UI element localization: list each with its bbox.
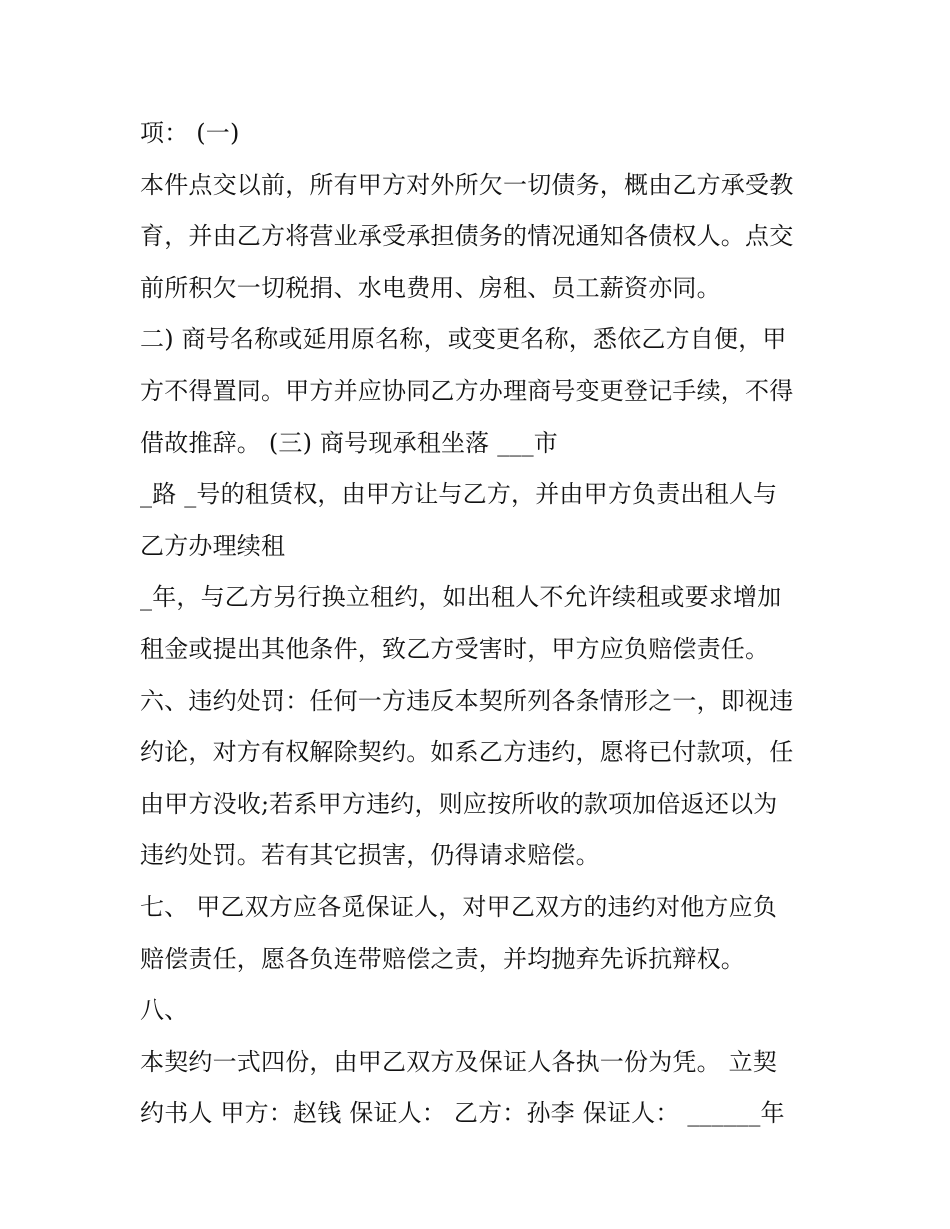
text-line: 约书人 甲方：赵钱 保证人： 乙方：孙李 保证人： ______年 (140, 1099, 785, 1128)
text-line: 赔偿责任，愿各负连带赔偿之责，并均抛弃先诉抗辩权。 (140, 944, 745, 973)
text-line: 前所积欠一切税捐、水电费用、房租、员工薪资亦同。 (140, 273, 721, 302)
text-line: 项： (一) (140, 119, 240, 147)
text-line: 租金或提出其他条件，致乙方受害时，甲方应负赔偿责任。 (140, 634, 770, 663)
text-line: 七、 甲乙双方应各觅保证人，对甲乙双方的违约对他方应负 (140, 892, 778, 921)
text-line: 违约处罚。若有其它损害，仍得请求赔偿。 (140, 841, 600, 870)
text-line: 六、违约处罚：任何一方违反本契所列各条情形之一，即视违 (140, 686, 794, 715)
text-line: 约论，对方有权解除契约。如系乙方违约，愿将已付款项，任 (140, 738, 794, 767)
text-line: _路 _号的租赁权，由甲方让与乙方，并由甲方负责出租人与 (140, 480, 778, 509)
text-line: _年，与乙方另行换立租约，如出租人不允许续租或要求增加 (140, 583, 782, 612)
document-body (140, 108, 820, 1140)
text-line: 方不得置同。甲方并应协同乙方办理商号变更登记手续，不得 (140, 376, 794, 405)
text-line: 二) 商号名称或延用原名称，或变更名称，悉依乙方自便，甲 (140, 325, 787, 354)
text-line: 本契约一式四份，由甲乙双方及保证人各执一份为凭。 立契 (140, 1047, 778, 1076)
text-line: 本件点交以前，所有甲方对外所欠一切债务，概由乙方承受教 (140, 170, 794, 199)
text-line: 借故推辞。 (三) 商号现承租坐落 ___市 (140, 428, 559, 457)
text-line: 由甲方没收;若系甲方违约，则应按所收的款项加倍返还以为 (140, 789, 778, 818)
text-line: 育，并由乙方将营业承受承担债务的情况通知各债权人。点交 (140, 222, 794, 251)
text-line: 八、 (140, 996, 189, 1025)
text-line: 乙方办理续租 (140, 531, 286, 560)
